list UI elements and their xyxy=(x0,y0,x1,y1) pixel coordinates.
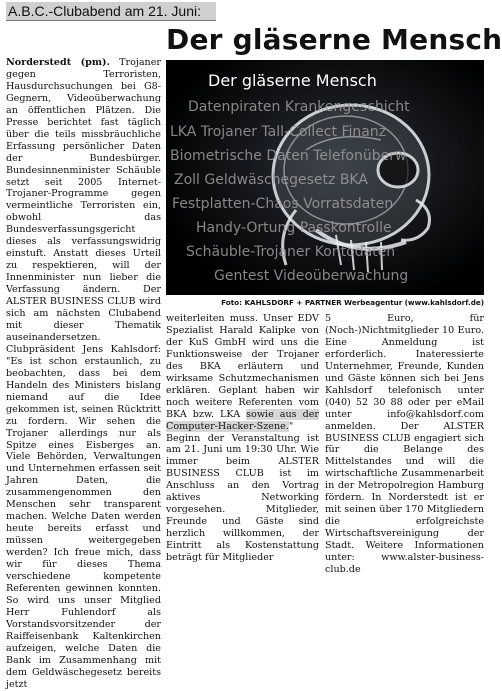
photo-credit-url: (www.kahlsdorf.de) xyxy=(404,298,484,307)
photo-credit-label: Foto: KAHLSDORF + PARTNER Werbeagentur xyxy=(221,298,403,307)
photo-word-line: LKA Trojaner Tall-Collect Finanz xyxy=(170,124,387,140)
photo-word-line: Festplatten-Chaos Vorratsdaten xyxy=(172,196,394,212)
column-2-text-b: " Beginn der Veranstaltung ist am 21. Juni um 19:30 Uhr. Wie immer beim ALSTER BUSINESS CLUB ist im Anschluss an den Vortrag aktives Networking vorgesehen. Mitglieder, Freunde und Gäste sind herzlich willkommen, der Eintritt als Kostenstattung beträgt für Mitglieder xyxy=(166,420,319,564)
xray-skull-image xyxy=(166,60,484,295)
photo-word-line: Datenpiraten Krankengeschicht xyxy=(188,99,410,115)
article-column-1 xyxy=(6,57,161,690)
dateline: Norderstedt (pm). xyxy=(6,57,110,68)
article-column-2 xyxy=(166,313,319,564)
photo-credit xyxy=(166,297,484,309)
section-kicker: A.B.C.-Clubabend am 21. Juni: xyxy=(6,2,216,21)
highlighted-text: sowie aus der Computer-Hacker-Szene. xyxy=(166,408,319,432)
photo-word-line: Handy-Ortung Passkontrolle xyxy=(196,220,392,236)
article-column-3 xyxy=(325,313,484,576)
article-headline: Der gläserne Mensch xyxy=(166,23,502,56)
photo-title: Der gläserne Mensch xyxy=(208,71,377,90)
column-1-text: Trojaner gegen Terroristen, Hausdurchsuchungen bei G8-Gegnern, Videoüberwachung an öffentlichen Plätzen. Die Presse berichtet fast täglich über die teils missbräuchliche Erfassung persönlicher Daten der Bundesbürger. Bundesinnenminister Schäuble setzt seit 2005 Internet-Trojaner-Programme gegen vermeintliche Terroristen ein, obwohl das Bundesverfassungsgericht dieses als verfassungswidrig einstuft. Anstatt dieses Urteil zu respektieren, will der Innenminister nun lieber die Verfassung ändern. Der ALSTER BUSINESS CLUB wird sich am nächsten Clubabend mit dieser Thematik auseinandersetzen. Clubpräsident Jens Kahlsdorf: "Es ist schon erstaunlich, zu beobachten, dass bei dem Handeln des Ministers bislang niemand auf die Idee gekommen ist, seinen Rücktritt zu fordern. Wir sehen die Trojaner allerdings nur als Spitze eines Eisberges an. Viele Behörden, Verwaltungen und Unternehmen erfassen seit Jahren Daten, die zusammengenommen den Menschen sehr transparent machen. Welche Daten werden heute bereits erfasst und müssen weitergegeben werden? Ich freue mich, dass wir für dieses Thema verschiedene kompetente Referenten gewinnen konnten. So wird uns unser Mitglied Herr Fuhlendorf als Vorstandsvorsitzender der Raiffeisenbank Kaltenkirchen aufzeigen, welche Daten die Bank im Zusammenhang mit dem Geldwäschegesetz bereits jetzt xyxy=(6,57,161,690)
photo-word-line: Gentest Videoüberwachung xyxy=(214,268,409,284)
photo-word-line: Schäuble-Trojaner Kontodaten xyxy=(186,244,396,260)
article-photo xyxy=(166,60,484,295)
photo-word-line: Zoll Geldwäschegesetz BKA xyxy=(174,172,368,188)
photo-word-line: Biometrische Daten Telefonüberw xyxy=(170,148,407,164)
column-2-text-a: weiterleiten muss. Unser EDV Spezialist Harald Kalipke von der KuS GmbH wird uns die Funktionsweise der Trojaner des BKA erläutern und wirksame Schutzmechanismen erklären. Geplant haben wir noch weitere Referenten vom BKA bzw. LKA xyxy=(166,313,319,420)
column-3-text: 5 Euro, für (Noch-)Nichtmitglieder 10 Euro. Eine Anmeldung ist erforderlich. Inateressierte Unternehmer, Freunde, Kunden und Gäste können sich bei Jens Kahlsdorf telefonisch unter (040) 52 30 88 oder per eMail unter info@kahlsdorf.com anmelden. Der ALSTER BUSINESS CLUB engagiert sich für die Belange des Mittelstandes und will die wirtschaftliche Zusammenarbeit in der Metropolregion Hamburg fördern. In Norderstedt ist er mit seinen über 170 Mitgliedern die erfolgreichste Wirtschaftsvereinigung der Stadt. Weitere Informationen unter: www.alster-business-club.de xyxy=(325,313,484,576)
